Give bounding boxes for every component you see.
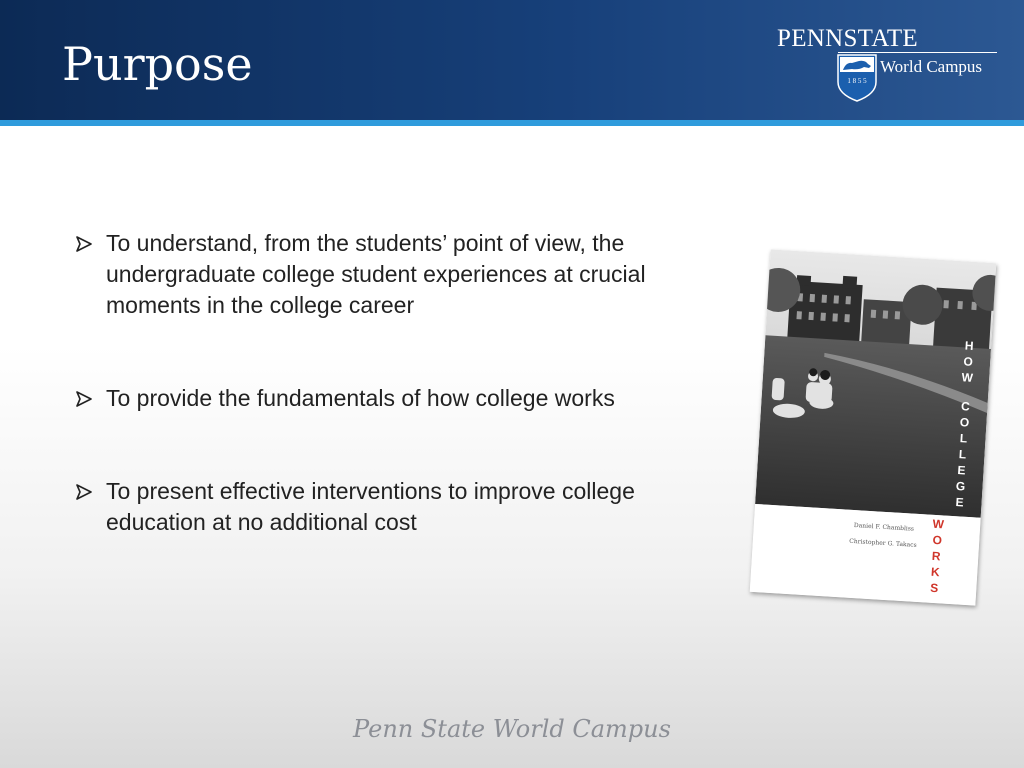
book-cover-art (750, 249, 997, 605)
book-title-letter: R (931, 548, 942, 564)
pennstate-logo (776, 24, 998, 106)
book-title-letter: C (960, 399, 971, 414)
bullet-item (74, 383, 734, 414)
bullet-item (74, 476, 734, 538)
bullet-text: To understand, from the students’ point of view, the undergraduate college student experiences at crucial moments in the college career (106, 230, 646, 318)
book-title-letter: O (963, 354, 974, 369)
logo-wordmark: PENNSTATE (777, 25, 918, 52)
slide-title: Purpose (62, 37, 253, 91)
bullet-list (74, 228, 734, 538)
book-title-letter: L (958, 447, 967, 462)
book-author-2: Christopher G. Takacs (849, 537, 917, 549)
nittany-lion-shield-icon (837, 54, 877, 102)
book-title-letter: E (955, 494, 965, 510)
book-cover-image (750, 249, 997, 605)
arrow-bullet-icon (74, 236, 94, 252)
book-author-1: Daniel F. Chambliss (853, 522, 915, 533)
footer-text: Penn State World Campus (353, 715, 671, 743)
book-title-letter: W (932, 516, 945, 532)
bullet-item (74, 228, 734, 321)
book-title-letter: E (957, 463, 966, 478)
bullet-text: To provide the fundamentals of how college works (106, 385, 615, 411)
book-title-letter: K (930, 564, 941, 580)
header-accent-line (0, 120, 1024, 126)
logo-rule (838, 52, 997, 53)
book-title-letter: L (959, 431, 968, 446)
arrow-bullet-icon (74, 391, 94, 407)
book-title-letter: S (929, 580, 939, 596)
shield-year: 1 8 5 5 (847, 77, 867, 85)
book-title-letter: O (932, 532, 943, 548)
logo-subtitle: World Campus (880, 57, 983, 76)
bullet-text: To present effective interventions to improve college education at no additional cost (106, 478, 635, 535)
book-title-letter: W (961, 370, 974, 385)
book-title-letter: H (964, 338, 974, 353)
book-title-letter: G (955, 478, 966, 494)
arrow-bullet-icon (74, 484, 94, 500)
book-title-letter: O (959, 415, 970, 430)
